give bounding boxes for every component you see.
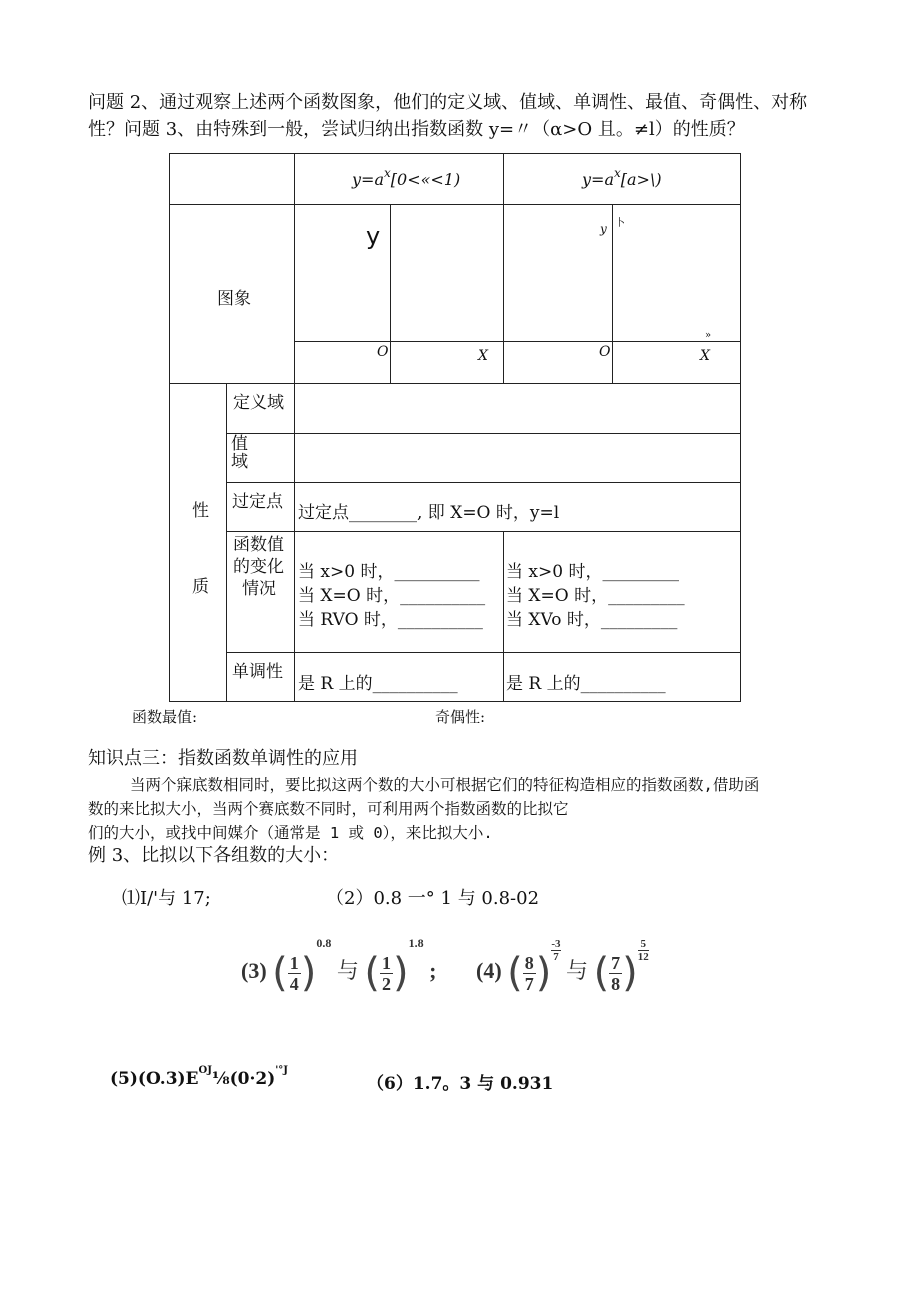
connector: 与 (566, 958, 589, 984)
table-line (294, 341, 741, 342)
paren: ) (300, 950, 317, 996)
numerator: 7 (611, 952, 621, 973)
range-label-2: 域 (231, 452, 248, 472)
header-case-2 (582, 166, 662, 189)
graph-1-y-label: y (366, 222, 381, 250)
exponent: 1.8 (408, 936, 424, 950)
header-case-1-func: y=a (352, 170, 384, 189)
paren: ) (535, 950, 552, 996)
graph-2-y-mark: 卜 (615, 218, 625, 229)
numerator: 1 (382, 952, 391, 973)
q5-sup: OJ (198, 1065, 212, 1076)
intro-line-2: 性？问题 3、由特殊到一般，尝试归纳出指数函数 y=〃（α>O 且。≠l）的性质？ (88, 119, 745, 140)
paren: ( (272, 950, 288, 996)
section-3-para-1: 当两个寐底数相同时，要比拟这两个数的大小可根据它们的特征构造相应的指数函数,借助函 (130, 776, 760, 794)
parity-label: 奇偶性: (435, 708, 486, 726)
change-left (298, 560, 485, 632)
denominator: 4 (289, 973, 299, 994)
numerator: 1 (289, 952, 299, 973)
props-label-2: 质 (192, 577, 209, 597)
exponent-denominator: 12 (637, 951, 649, 963)
graph-2-y-axis (612, 204, 613, 383)
table-line (169, 383, 741, 384)
change-left-line: 当 RVO 时，__________ (298, 610, 483, 630)
fixed-point-label: 过定点 (232, 492, 283, 512)
question-3 (241, 936, 437, 996)
paren: ( (593, 950, 610, 996)
denominator: 2 (382, 973, 391, 994)
q5-rest: ⅛(0·2) (211, 1069, 276, 1089)
fixed-point-text: 过定点________, 即 X=O 时，y=l (298, 503, 560, 523)
question-4 (476, 938, 649, 996)
fraction (288, 953, 301, 994)
question-6: （6）1.7。3 与 0.931 (367, 1074, 554, 1094)
q4-label: (4) (476, 958, 502, 984)
exponent-fraction (638, 938, 649, 963)
header-case-2-sup: x (613, 166, 621, 180)
example-3-title: 例 3、比拟以下各组数的大小： (88, 845, 340, 866)
header-case-2-func: y=a (582, 170, 614, 189)
change-right-line: 当 XVo 时，_________ (506, 610, 678, 630)
table-line (226, 383, 227, 702)
header-case-1-cond: [0<«<1) (390, 170, 461, 189)
question-1: ⑴I/'与 17; (122, 888, 211, 909)
change-label-1: 函数值 (233, 535, 284, 555)
change-right (506, 560, 685, 632)
exponent-sign: - (551, 938, 556, 950)
change-label-3: 情况 (242, 579, 276, 599)
props-label-1: 性 (192, 501, 209, 521)
change-right-line: 当 x>0 时，_________ (506, 562, 679, 582)
paren: ( (507, 950, 523, 996)
table-line (226, 652, 741, 653)
section-3-para-2: 数的来比拟大小，当两个赛底数不同时，可利用两个指数函数的比拟它 (88, 800, 569, 818)
paren: ) (622, 950, 638, 996)
question-5 (110, 1065, 289, 1089)
mono-left: 是 R 上的__________ (298, 674, 458, 694)
connector: 与 (336, 958, 359, 984)
table-line (169, 204, 741, 205)
change-left-line: 当 x>0 时，__________ (298, 562, 480, 582)
table-line (503, 153, 504, 383)
exponent-numerator: 5 (638, 938, 649, 951)
denominator: 7 (524, 973, 534, 994)
graph-2-x-mark: » (705, 330, 712, 341)
graph-1-x-label: X (478, 348, 488, 364)
denominator: 8 (611, 973, 621, 994)
fraction (523, 953, 536, 994)
exponent: 0.8 (316, 936, 332, 950)
domain-label: 定义域 (233, 393, 284, 413)
q5-base: (5)(O.3)E (110, 1069, 199, 1089)
graph-2-y-label: y (600, 222, 607, 236)
numerator: 8 (524, 952, 534, 973)
graph-2-x-label: X (700, 348, 710, 364)
max-label: 函数最值: (132, 708, 198, 726)
intro-line-1: 问题 2、通过观察上述两个函数图象，他们的定义域、值域、单调性、最值、奇偶性、对称 (88, 92, 808, 113)
table-line (226, 531, 741, 532)
header-case-1-sup: x (383, 166, 391, 180)
separator: ; (429, 958, 437, 984)
change-left-line: 当 X=O 时，__________ (298, 586, 486, 606)
graph-1-y-axis (390, 204, 391, 383)
change-right-line: 当 X=O 时，_________ (506, 586, 685, 606)
exponent-denominator: 7 (553, 951, 559, 963)
question-2: （2）0.8 一° 1 与 0.8-02 (326, 888, 540, 909)
table-line (294, 383, 295, 702)
table-line (294, 153, 295, 383)
mono-right: 是 R 上的__________ (506, 674, 666, 694)
fraction (380, 953, 393, 994)
fraction (609, 953, 622, 994)
paren: ) (393, 950, 409, 996)
mono-label: 单调性 (232, 662, 283, 682)
graph-1-origin: O (377, 344, 389, 360)
table-line (503, 531, 504, 702)
range-label-1: 值 (231, 434, 248, 454)
section-3-heading: 知识点三：指数函数单调性的应用 (88, 748, 358, 769)
graph-2-origin: O (599, 344, 611, 360)
graph-row-label: 图象 (217, 289, 251, 309)
change-label-2: 的变化 (233, 557, 284, 577)
header-case-1 (352, 166, 461, 189)
table-line (226, 433, 741, 434)
q3-label: (3) (241, 958, 267, 984)
exponent-numerator: 3 (555, 938, 561, 950)
q5-sup-2: '°J (275, 1065, 289, 1076)
table-line (226, 482, 741, 483)
exponent-fraction (551, 938, 560, 963)
paren: ( (364, 950, 380, 996)
section-3-para-3: 们的大小，或找中间媒介（通常是 1 或 0），来比拟大小. (88, 824, 493, 842)
header-case-2-cond: [a>\) (620, 170, 662, 189)
